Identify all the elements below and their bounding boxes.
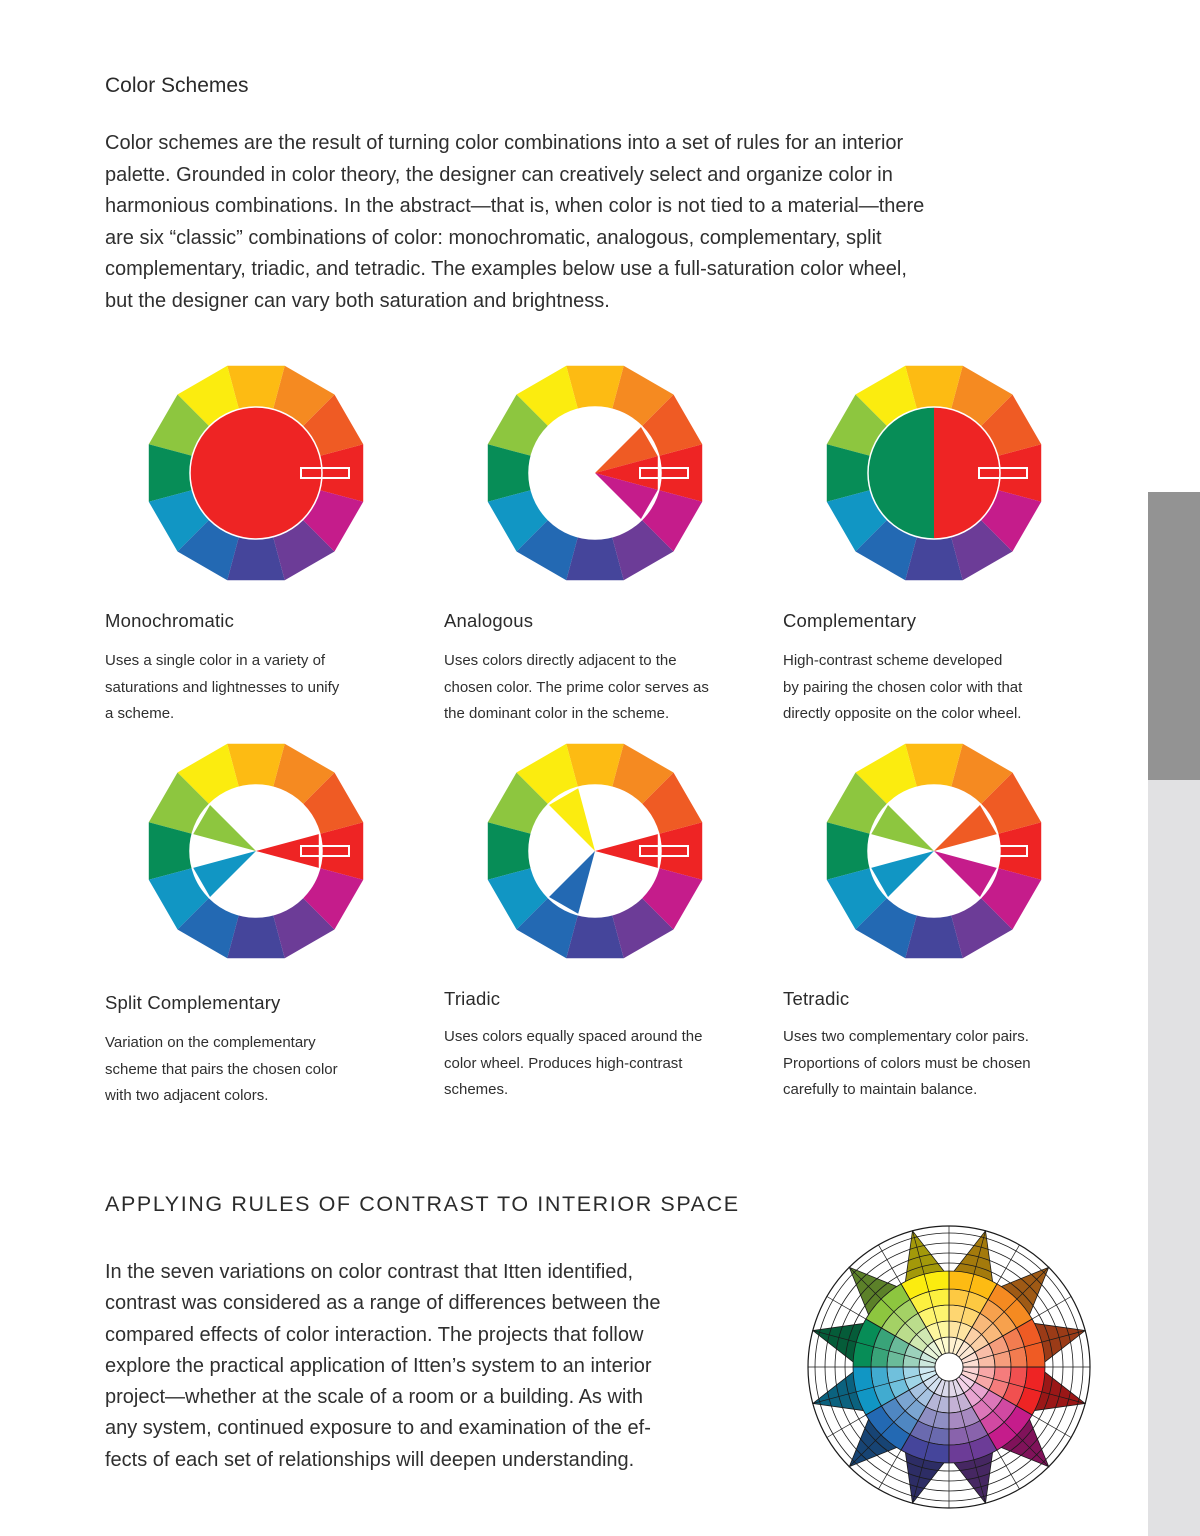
contrast-subhead: APPLYING RULES OF CONTRAST TO INTERIOR SPACE xyxy=(105,1192,740,1216)
description-line: the dominant color in the scheme. xyxy=(444,705,670,722)
triadic-wheel-icon xyxy=(484,740,706,962)
description-line: Proportions of colors must be chosen xyxy=(783,1054,1031,1072)
analogous-wheel-icon xyxy=(484,362,706,584)
complementary-wheel-icon xyxy=(823,362,1045,584)
scheme-description xyxy=(783,648,1103,728)
description-line: schemes. xyxy=(444,1081,509,1098)
split-complementary-wheel-icon xyxy=(145,740,367,962)
description-line: with two adjacent colors. xyxy=(105,1087,269,1104)
scheme-description xyxy=(444,648,764,728)
scheme-description xyxy=(444,1024,764,1104)
description-line: carefully to maintain balance. xyxy=(783,1081,978,1098)
contrast-paragraph xyxy=(105,1257,785,1476)
description-line: Uses a single color in a variety of xyxy=(105,652,326,669)
monochromatic-wheel-icon xyxy=(145,362,367,584)
description-line: Uses two complementary color pairs. xyxy=(783,1028,1029,1045)
body-line: compared effects of color interaction. The projects that follow xyxy=(105,1323,644,1346)
scheme-description xyxy=(783,1024,1103,1104)
scheme-title-triadic: Triadic xyxy=(444,988,501,1009)
intro-line: palette. Grounded in color theory, the designer can creatively select and organize color in xyxy=(105,163,893,186)
scheme-title-analogous: Analogous xyxy=(444,610,534,631)
description-line: scheme that pairs the chosen color xyxy=(105,1060,338,1078)
intro-line: complementary, triadic, and tetradic. The examples below use a full-saturation color wheel, xyxy=(105,258,907,281)
description-line: High-contrast scheme developed xyxy=(783,652,1003,669)
section-title: Color Schemes xyxy=(105,74,249,97)
description-line: a scheme. xyxy=(105,705,175,722)
description-line: by pairing the chosen color with that xyxy=(783,678,1023,696)
description-line: color wheel. Produces high-contrast xyxy=(444,1054,683,1072)
intro-line: harmonious combinations. In the abstract—that is, when color is not tied to a material—there xyxy=(105,195,925,218)
description-line: chosen color. The prime color serves as xyxy=(444,678,709,696)
description-line: Uses colors equally spaced around the xyxy=(444,1028,703,1045)
itten-color-star-icon xyxy=(806,1224,1092,1510)
body-line: In the seven variations on color contrast that Itten identified, xyxy=(105,1261,634,1283)
description-line: directly opposite on the color wheel. xyxy=(783,705,1022,722)
body-line: fects of each set of relationships will deepen understanding. xyxy=(105,1448,635,1471)
description-line: Uses colors directly adjacent to the xyxy=(444,652,677,669)
side-tab-band xyxy=(1148,780,1200,1536)
body-line: any system, continued exposure to and examination of the ef- xyxy=(105,1417,651,1440)
scheme-description xyxy=(105,1030,405,1110)
scheme-title-tetradic: Tetradic xyxy=(783,988,850,1009)
side-tab-marker xyxy=(1148,492,1200,780)
description-line: Variation on the complementary xyxy=(105,1034,316,1051)
tetradic-wheel-icon xyxy=(823,740,1045,962)
intro-line: are six “classic” combinations of color: monochromatic, analogous, complementary, split xyxy=(105,226,882,249)
description-line: saturations and lightnesses to unify xyxy=(105,678,340,696)
body-line: explore the practical application of Itten’s system to an interior xyxy=(105,1354,652,1377)
intro-paragraph xyxy=(105,128,1105,318)
intro-line: but the designer can vary both saturation and brightness. xyxy=(105,289,610,312)
body-line: contrast was considered as a range of differences between the xyxy=(105,1292,661,1315)
intro-line: Color schemes are the result of turning color combinations into a set of rules for an interior xyxy=(105,132,904,154)
scheme-title-monochromatic: Monochromatic xyxy=(105,610,235,631)
body-line: project—whether at the scale of a room or a building. As with xyxy=(105,1386,644,1409)
scheme-title-complementary: Complementary xyxy=(783,610,917,631)
scheme-title-split-complementary: Split Complementary xyxy=(105,992,281,1013)
star-center xyxy=(935,1353,963,1381)
scheme-description xyxy=(105,648,405,728)
